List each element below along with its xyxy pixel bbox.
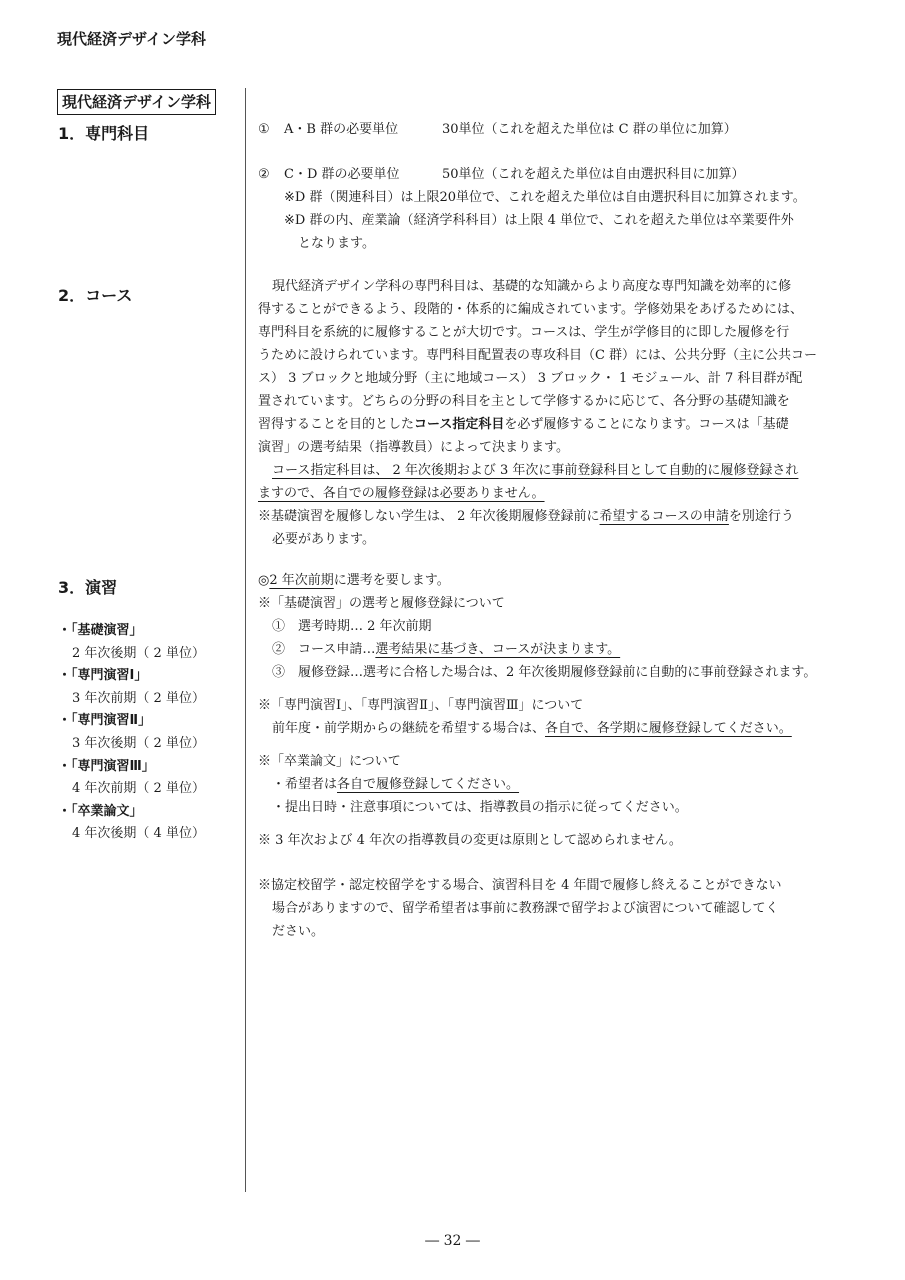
text-run: 習得することを目的とした — [258, 417, 415, 432]
seminar-title: ・「基礎演習」 — [58, 623, 143, 638]
underlined-text: 選考結果に基づき、コースが決まります。 — [375, 642, 621, 657]
section-3-body — [258, 569, 836, 943]
underlined-text: 2 年次前期 — [269, 573, 334, 588]
section-1-item-2 — [258, 163, 836, 186]
text-run: を別途行う — [728, 509, 794, 524]
section-1-heading: 1．専門科目 — [58, 124, 150, 143]
item-1-text: 30単位（これを超えた単位は C 群の単位に加算） — [442, 122, 737, 137]
text-run: を必ず履修することになります。コースは「基礎 — [504, 417, 789, 432]
underlined-text: 各自で履修登録してください。 — [337, 777, 520, 792]
paragraph-line: 置されています。どちらの分野の科目を主として学修するかに応じて、各分野の基礎知識を — [258, 394, 790, 409]
double-circle-icon: ◎ — [258, 573, 270, 588]
basic-seminar-step: ① 選考時期… 2 年次前期 — [272, 619, 432, 634]
basic-seminar-heading: ※「基礎演習」の選考と履修登録について — [258, 596, 505, 611]
section-1-note-2: ※D 群の内、産業論（経済学科科目）は上限 4 単位で、これを超えた単位は卒業要件外 — [284, 213, 794, 228]
thesis-heading: ※「卒業論文」について — [258, 754, 401, 769]
text-run: 前年度・前学期からの継続を希望する場合は、 — [272, 721, 546, 736]
text-run: ② コース申請… — [272, 642, 376, 657]
paragraph-line: 現代経済デザイン学科の専門科目は、基礎的な知識からより高度な専門知識を効率的に修 — [272, 279, 792, 294]
seminar-title: ・「専門演習Ⅱ」 — [58, 713, 152, 729]
section-2-body — [258, 275, 836, 551]
seminar-term: 4 年次後期（ 4 単位） — [72, 826, 205, 842]
seminar-title: ・「卒業論文」 — [58, 803, 143, 819]
page-header-title: 現代経済デザイン学科 — [57, 30, 206, 48]
item-1-number: ① — [258, 122, 270, 137]
text-run: ・希望者は — [272, 777, 338, 792]
basic-seminar-step: ③ 履修登録…選考に合格した場合は、2 年次後期履修登録前に自動的に事前登録されます。 — [272, 665, 817, 680]
paragraph-line — [258, 413, 836, 436]
column-divider — [245, 88, 246, 1192]
item-1-label: A・B 群の必要単位 — [284, 122, 399, 137]
text-run: ※基礎演習を履修しない学生は、 2 年次後期履修登録前に — [258, 509, 600, 524]
underlined-text: 希望するコースの申請 — [599, 509, 729, 524]
underlined-text: ますので、各自での履修登録は必要ありません。 — [258, 486, 545, 501]
item-2-text: 50単位（これを超えた単位は自由選択科目に加算） — [442, 167, 745, 182]
course-designated-subject-emphasis: コース指定科目 — [414, 417, 505, 432]
underlined-text: 各自で、各学期に履修登録してください。 — [545, 721, 792, 736]
study-abroad-note: ※協定校留学・認定校留学をする場合、演習科目を 4 年間で履修し終えることができない — [258, 878, 782, 893]
advanced-seminar-note — [258, 717, 836, 740]
paragraph-line: ス） 3 ブロックと地域分野（主に地域コース） 3 ブロック・ 1 モジュール、計 7 科目群が配 — [258, 371, 803, 386]
thesis-note — [258, 773, 836, 796]
advisor-change-note: ※ 3 年次および 4 年次の指導教員の変更は原則として認められません。 — [258, 833, 682, 848]
department-label-box: 現代経済デザイン学科 — [57, 89, 216, 115]
paragraph-line — [258, 505, 836, 528]
advanced-seminar-heading: ※「専門演習Ⅰ」、「専門演習Ⅱ」、「専門演習Ⅲ」について — [258, 698, 584, 713]
study-abroad-note: 場合がありますので、留学希望者は事前に教務課で留学および演習について確認してく — [272, 901, 779, 916]
paragraph-line: 専門科目を系統的に履修することが大切です。コースは、学生が学修目的に即した履修を行 — [258, 325, 790, 340]
section-1-item-1 — [258, 118, 836, 141]
section-1-body — [258, 118, 836, 255]
item-2-number: ② — [258, 167, 270, 182]
seminar-selection-note — [258, 569, 836, 592]
seminar-list — [58, 620, 205, 846]
paragraph-line: うために設けられています。専門科目配置表の専攻科目（C 群）には、公共分野（主に公共コー — [258, 348, 818, 363]
seminar-term: 4 年次前期（ 2 単位） — [72, 781, 205, 797]
section-1-note-2-cont: となります。 — [298, 236, 375, 251]
section-2-heading: 2．コース — [58, 286, 133, 305]
seminar-title: ・「専門演習Ⅰ」 — [58, 668, 148, 684]
basic-seminar-step — [258, 638, 836, 661]
study-abroad-note: ださい。 — [272, 924, 325, 939]
seminar-term: 2 年次後期（ 2 単位） — [72, 645, 205, 661]
seminar-title: ・「専門演習Ⅲ」 — [58, 758, 155, 774]
item-2-label: C・D 群の必要単位 — [284, 167, 400, 182]
section-1-note-1: ※D 群（関連科目）は上限20単位で、これを超えた単位は自由選択科目に加算されます。 — [284, 190, 806, 205]
paragraph-line: 得することができるよう、段階的・体系的に編成されています。学修効果をあげるためには、 — [258, 302, 803, 317]
thesis-note: ・提出日時・注意事項については、指導教員の指示に従ってください。 — [272, 800, 688, 815]
section-3-heading: 3．演習 — [58, 578, 118, 597]
paragraph-line — [258, 482, 836, 505]
paragraph-line — [258, 459, 836, 482]
seminar-term: 3 年次後期（ 2 単位） — [72, 735, 205, 751]
paragraph-line: 演習」の選考結果（指導教員）によって決まります。 — [258, 440, 569, 455]
text-run: に選考を要します。 — [333, 573, 450, 588]
underlined-text: コース指定科目は、 2 年次後期および 3 年次に事前登録科目として自動的に履修登録され — [272, 463, 799, 478]
seminar-term: 3 年次前期（ 2 単位） — [72, 690, 205, 706]
page-number: ― 32 ― — [425, 1233, 480, 1249]
paragraph-line: 必要があります。 — [272, 532, 375, 547]
